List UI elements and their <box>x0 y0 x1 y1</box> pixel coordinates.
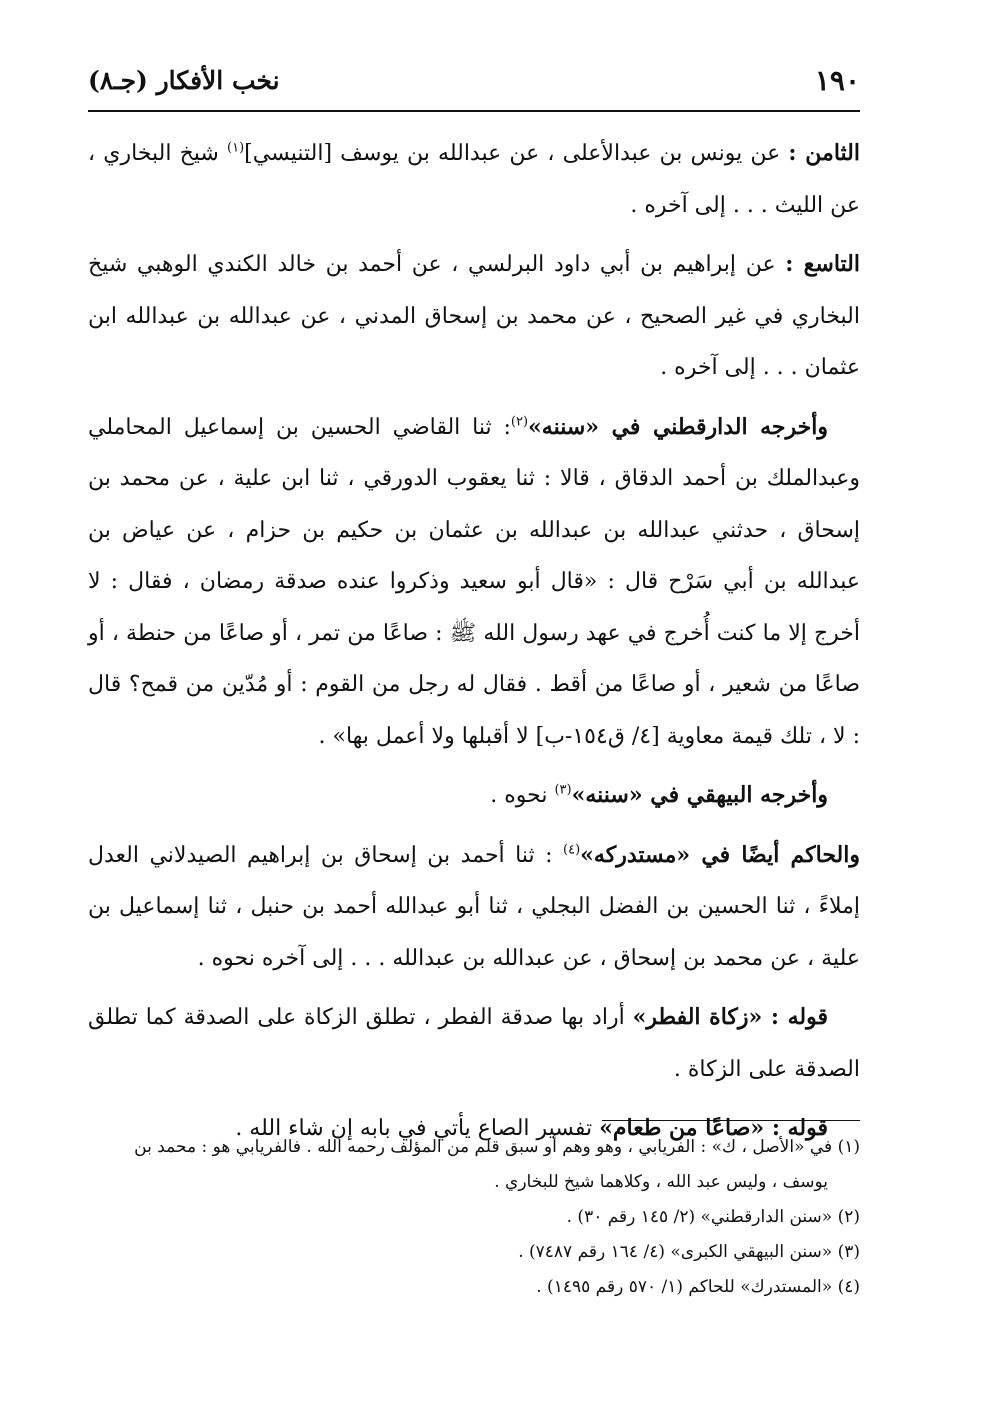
footnotes <box>88 1130 860 1305</box>
footnote-4: (٤) «المستدرك» للحاكم (١/ ٥٧٠ رقم ١٤٩٥) . <box>536 1277 860 1297</box>
paragraph-lead: وأخرجه البيهقي في «سننه» <box>571 782 828 808</box>
paragraph-bayhaqi <box>88 770 860 822</box>
paragraph-ninth <box>88 239 860 394</box>
footnote-2: (٢) «سنن الدارقطني» (٢/ ١٤٥ رقم ٣٠) . <box>566 1207 860 1227</box>
footnote-3: (٣) «سنن البيهقي الكبرى» (٤/ ١٦٤ رقم ٧٤٨٧) . <box>518 1242 860 1262</box>
paragraph-text: عن يونس بن عبدالأعلى ، عن عبدالله بن يوسف [التنيسي] <box>244 141 789 166</box>
paragraph-daraqutni <box>88 402 860 763</box>
header-rule <box>88 110 860 112</box>
footnote-ref: (٣) <box>554 782 572 798</box>
header-title: نخب الأفكار (جـ٨) <box>88 66 280 95</box>
paragraph-lead: التاسع : <box>785 251 860 277</box>
main-text <box>88 128 860 1163</box>
paragraph-lead: قوله : «زكاة الفطر» <box>632 1004 829 1030</box>
paragraph-hakim <box>88 830 860 985</box>
paragraph-text: شيخ البخاري ، عن الليث . . . إلى آخره . <box>88 141 860 218</box>
paragraph-text: عن إبراهيم بن أبي داود البرلسي ، عن أحمد بن خالد الكندي الوهبي شيخ البخاري في غير الصحيح ، عن محمد بن إسحاق المدني ، عن عبدالله بن عبدالله ابن عثمان . . . إلى آخره . <box>88 252 860 380</box>
page-number: ١٩٠ <box>814 64 860 97</box>
paragraph-zakat-al-fitr <box>88 992 860 1095</box>
paragraph-lead: الثامن : <box>788 140 860 166</box>
paragraph-eighth <box>88 128 860 231</box>
paragraph-text: : ثنا أحمد بن إسحاق بن إبراهيم الصيدلاني العدل إملاءً ، ثنا الحسين بن الفضل البجلي ، ثنا أبو عبدالله أحمد بن حنبل ، ثنا إسماعيل بن علية ، عن محمد بن إسحاق ، عن عبدالله بن عبدالله . . . إلى آخره نحوه . <box>88 842 860 971</box>
footnote-separator <box>602 1120 860 1121</box>
running-header <box>88 62 860 108</box>
paragraph-lead: والحاكم أيضًا في «مستدركه» <box>580 841 860 868</box>
footnote-ref: (٤) <box>563 842 581 858</box>
footnote-1-continued: يوسف ، وليس عبد الله ، وكلاهما شيخ للبخاري . <box>494 1172 828 1192</box>
footnote-ref: (١) <box>227 140 245 156</box>
paragraph-lead: قوله : «صاعًا من طعام» <box>599 1115 828 1141</box>
paragraph-text: : ثنا القاضي الحسين بن إسماعيل المحاملي وعبدالملك بن أحمد الدقاق ، قالا : ثنا يعقوب الدورقي ، ثنا ابن علية ، عن محمد بن إسحاق ، حدثني عبدالله بن عبدالله بن عثمان بن حكيم بن حزام ، عن عياض بن عبدالله بن أبي سَرْح قال : «قال أبو سعيد وذكروا عنده صدقة رمضان ، فقال : لا أخرج إلا ما كنت أُخرج في عهد رسول الله ﷺ : صاعًا من تمر ، أو صاعًا من حنطة ، أو صاعًا من شعير ، أو صاعًا من أقط . فقال له رجل من القوم : أو مُدّين من قمح؟ قال : لا ، تلك قيمة معاوية [٤/ ق١٥٤-ب] لا أقبلها ولا أعمل بها» . <box>88 414 860 749</box>
paragraph-lead: وأخرجه الدارقطني في «سننه» <box>528 413 828 440</box>
footnote-1: (١) في «الأصل ، ك» : الفريابي ، وهو وهم أو سبق قلم من المؤلف رحمه الله . فالفريابي هو : محمد بن <box>134 1137 860 1157</box>
paragraph-text: نحوه . <box>490 783 555 808</box>
paragraph-text: أراد بها صدقة الفطر ، تطلق الزكاة على الصدقة كما تطلق الصدقة على الزكاة . <box>88 1005 860 1082</box>
paragraph-text: تفسير الصاع يأتي في بابه إن شاء الله . <box>235 1116 600 1141</box>
footnote-ref: (٢) <box>510 414 529 430</box>
